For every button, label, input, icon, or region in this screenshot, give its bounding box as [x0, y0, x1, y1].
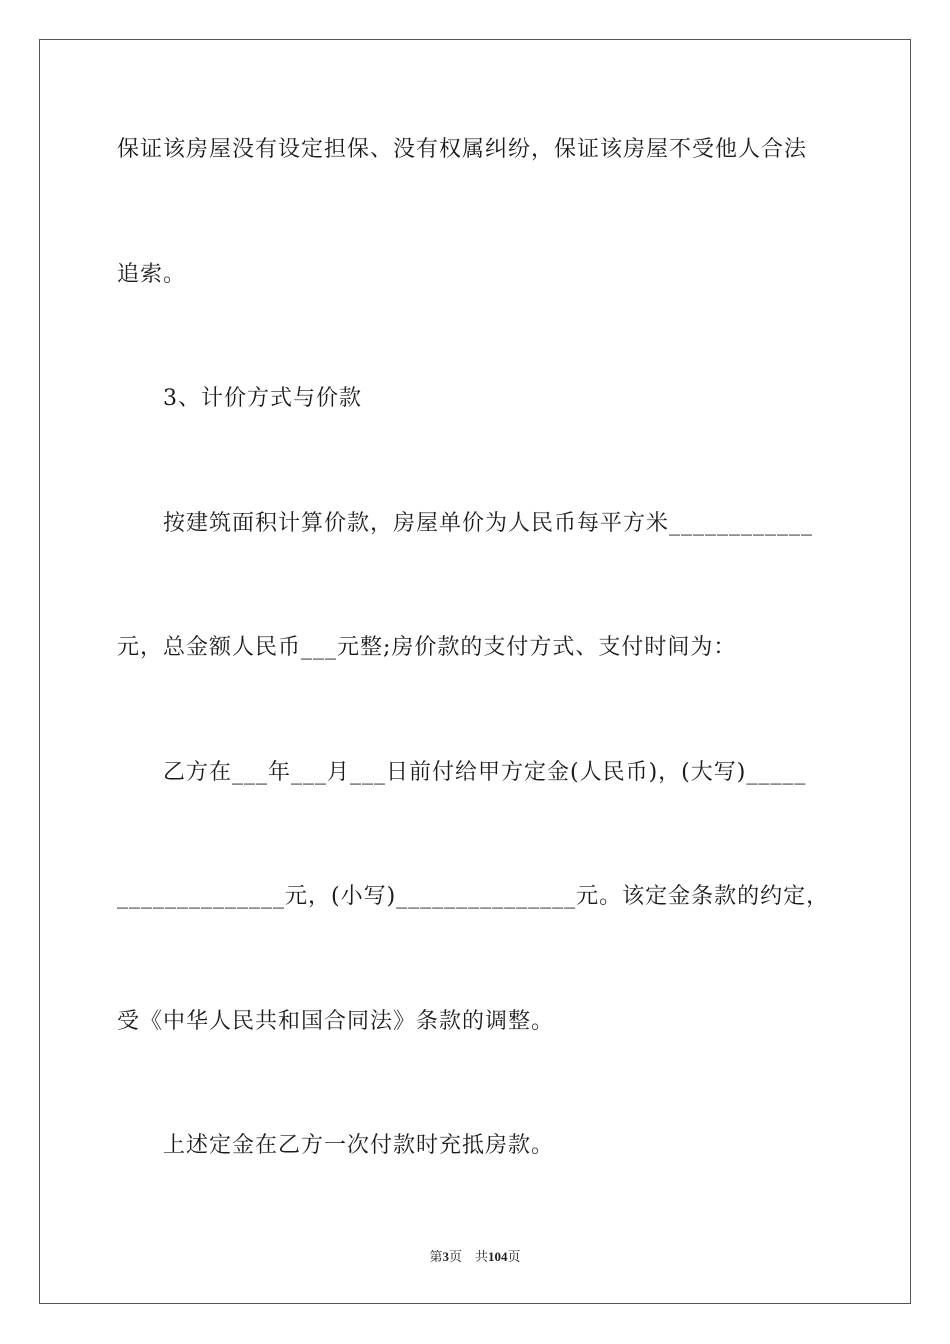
- footer-middle: 页 共: [448, 1249, 488, 1264]
- footer-total-pages: 104: [488, 1249, 508, 1264]
- page-frame: [39, 39, 911, 1304]
- footer-prefix: 第: [429, 1249, 443, 1264]
- body-line-7: ______________元，(小写)_______________元。该定金条款的约定，: [117, 884, 830, 909]
- body-line-9: 上述定金在乙方一次付款时充抵房款。: [163, 1133, 555, 1158]
- section-heading-3: 3、计价方式与价款: [163, 386, 362, 411]
- footer-suffix: 页: [507, 1249, 521, 1264]
- body-line-8: 受《中华人民共和国合同法》条款的调整。: [117, 1009, 555, 1034]
- footer-page-number: 3: [442, 1249, 449, 1264]
- body-line-5: 元，总金额人民币___元整;房价款的支付方式、支付时间为：: [117, 635, 737, 660]
- page-footer: [0, 1248, 950, 1266]
- body-line-2: 追索。: [117, 262, 187, 287]
- body-line-1: 保证该房屋没有设定担保、没有权属纠纷，保证该房屋不受他人合法: [117, 137, 808, 162]
- body-line-4: 按建筑面积计算价款，房屋单价为人民币每平方米____________: [163, 511, 814, 536]
- body-line-6: 乙方在___年___月___日前付给甲方定金(人民币)，(大写)_____: [163, 760, 807, 785]
